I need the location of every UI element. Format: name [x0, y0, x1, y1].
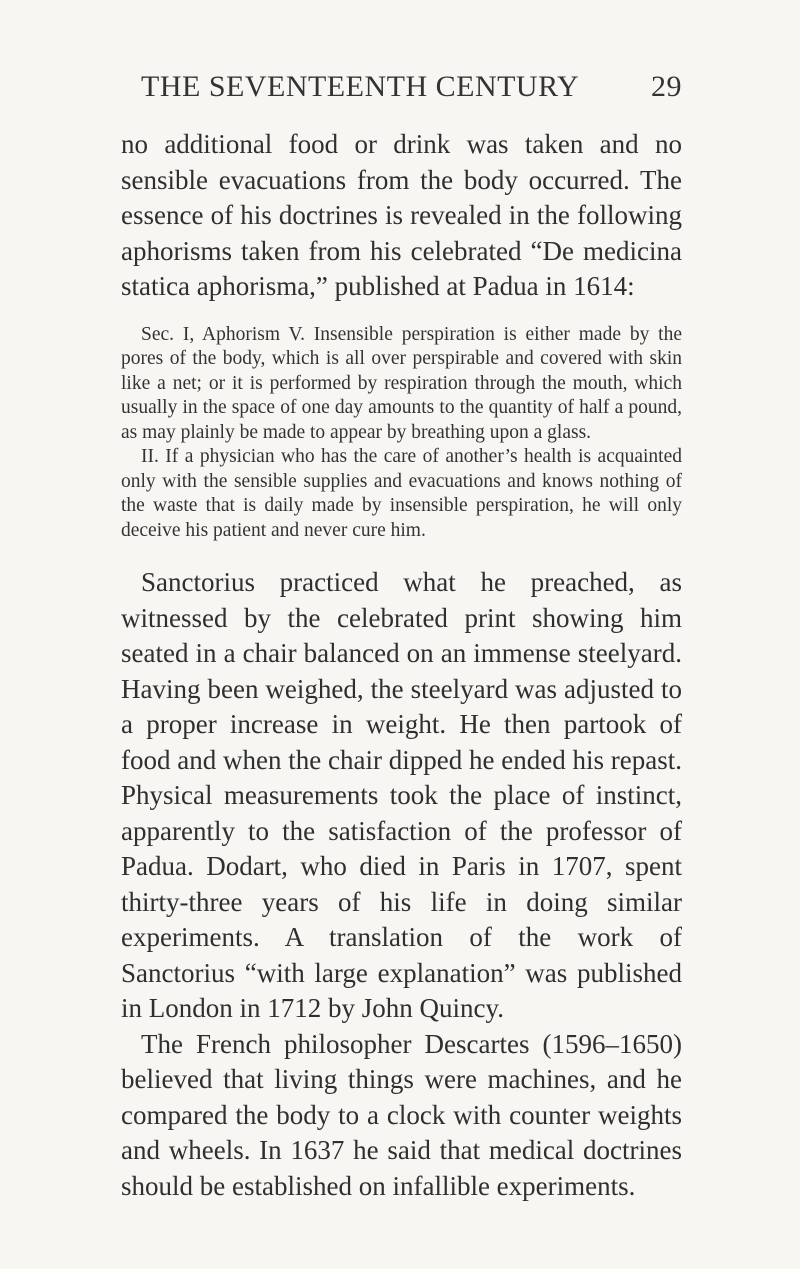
paragraph-continuation: no additional food or drink was taken and no sensible evacuations from the body occurred. The essence of his doctrines is revealed in the following aphorisms taken from his celebrated “De medicina statica aphorisma,” published at Padua in 1614:: [121, 129, 682, 301]
aphorism-quote-2: II. If a physician who has the care of another’s health is acquainted only with the sensible supplies and evacuations and knows nothing of the waste that is daily made by insensible perspiration, he will only deceive his patient and never cure him.: [121, 446, 682, 541]
running-header: [121, 70, 682, 114]
running-title: THE SEVENTEENTH CENTURY: [141, 70, 580, 103]
paragraph-descartes: The French philosopher Descartes (1596–1650) believed that living things were machines, and he compared the body to a clock with counter weights and wheels. In 1637 he said that medical doctrines should be established on infallible experiments.: [121, 1028, 682, 1201]
book-page: [121, 70, 682, 1204]
page-number: 29: [651, 70, 682, 103]
paragraph-sanctorius: Sanctorius practiced what he preached, as witnessed by the celebrated print showing him seated in a chair balanced on an immense steelyard. Having been weighed, the steelyard was adjusted to a proper increase in weight. He then partook of food and when the chair dipped he ended his repast. Physical measurements took the place of instinct, apparently to the satisfaction of the professor of Padua. Dodart, who died in Paris in 1707, spent thirty-three years of his life in doing similar experiments. A translation of the work of Sanctorius “with large explanation” was published in London in 1712 by John Quincy.: [121, 567, 682, 1023]
aphorism-quote-block: [121, 323, 682, 544]
aphorism-quote-1: Sec. I, Aphorism V. Insensible perspiration is either made by the pores of the body, which is all over perspirable and covered with skin like a net; or it is performed by respiration through the mouth, which usually in the space of one day amounts to the quantity of half a pound, as may plainly be made to appear by breathing upon a glass.: [121, 323, 682, 443]
